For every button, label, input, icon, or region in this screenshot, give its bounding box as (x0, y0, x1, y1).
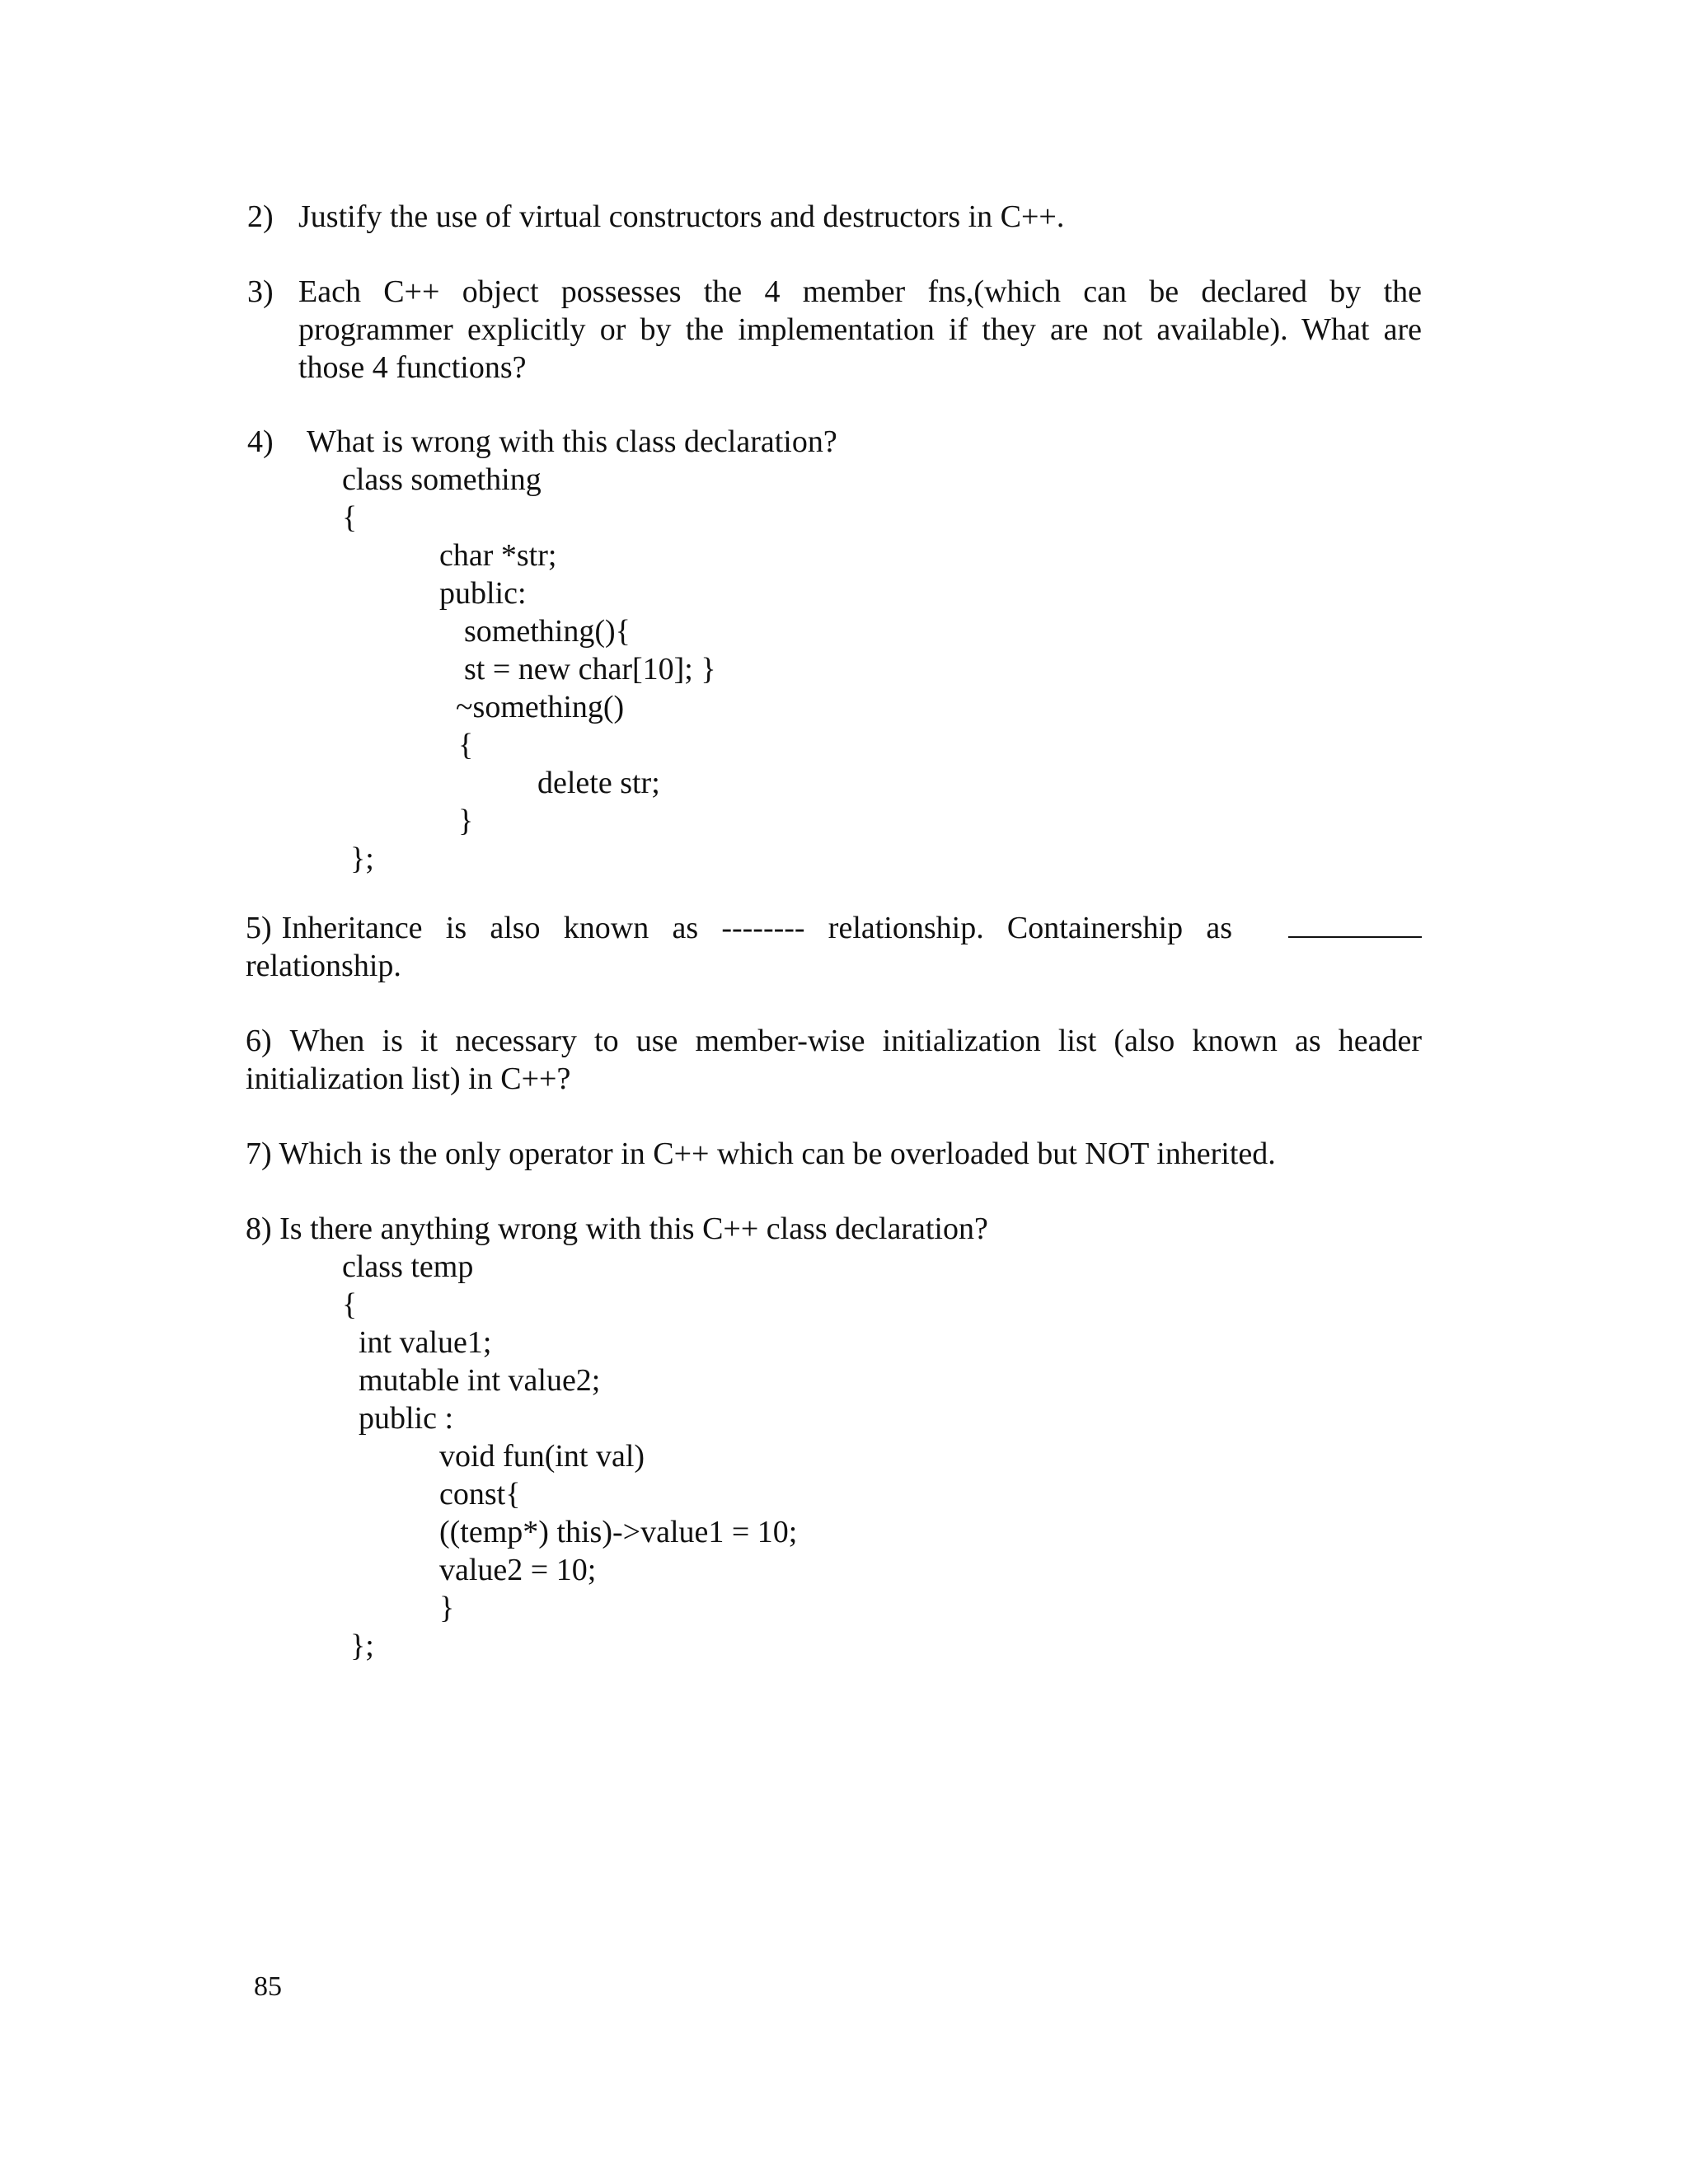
question-text: Which is the only operator in C++ which can be overloaded but NOT inherited. (279, 1137, 1276, 1171)
code-line: ((temp*) this)->value1 = 10; (439, 1515, 798, 1549)
question-number: 2) (247, 199, 274, 234)
question-text: relationship. (246, 949, 401, 983)
answer-blank (1288, 912, 1422, 938)
code-line: public : (359, 1401, 454, 1436)
question-2 (247, 198, 1422, 236)
code-line: void fun(int val) (439, 1439, 645, 1474)
code-line: }; (350, 1629, 374, 1663)
question-6 (246, 1022, 1422, 1098)
question-5 (246, 909, 1422, 985)
question-5-first-line (246, 909, 1232, 947)
question-number: 4) (247, 424, 274, 459)
question-text: initialization list) in C++? (246, 1062, 571, 1096)
code-line: value2 = 10; (439, 1553, 597, 1587)
question-7 (246, 1135, 1482, 1173)
question-text: Inheritance is also known as -------- relationship. Containership as (281, 911, 1232, 945)
code-line: something(){ (464, 614, 631, 649)
code-line: st = new char[10]; } (464, 652, 716, 687)
code-line: delete str; (537, 766, 660, 800)
question-text: Justify the use of virtual constructors and destructors in C++. (298, 199, 1065, 234)
code-line: const{ (439, 1477, 521, 1511)
question-text-line: programmer explicitly or by the implementation if they are not available). What are (298, 312, 1422, 347)
code-line: }; (350, 841, 374, 876)
code-line: { (342, 1287, 358, 1322)
question-6-line-1 (246, 1022, 1422, 1060)
code-line: mutable int value2; (359, 1363, 601, 1398)
code-line: class something (342, 462, 542, 497)
question-text-line: Each C++ object possesses the 4 member fns,(which can be declared by the (298, 274, 1422, 309)
code-line: } (458, 804, 474, 838)
question-number: 6) (246, 1024, 272, 1058)
code-line: class temp (342, 1249, 474, 1284)
page-number: 85 (254, 1971, 282, 2002)
code-line: ~something() (456, 690, 625, 724)
code-line: { (342, 500, 358, 535)
question-number: 8) (246, 1212, 272, 1246)
code-line: { (458, 728, 474, 762)
question-text-line: those 4 functions? (298, 350, 527, 385)
question-text: When is it necessary to use member-wise initialization list (also known as header (289, 1024, 1422, 1058)
code-line: int value1; (359, 1325, 492, 1360)
question-number: 7) (246, 1137, 272, 1171)
question-text: What is wrong with this class declaration? (307, 424, 837, 459)
question-text: Is there anything wrong with this C++ class declaration? (279, 1212, 988, 1246)
code-line: } (439, 1591, 455, 1625)
question-number: 3) (247, 274, 274, 309)
question-number: 5) (246, 911, 272, 945)
question-3 (247, 273, 1422, 387)
question-8 (246, 1210, 1482, 1248)
code-line: public: (439, 576, 527, 611)
question-5-line-1 (246, 909, 1422, 947)
question-4 (247, 423, 1422, 461)
code-line: char *str; (439, 538, 557, 573)
